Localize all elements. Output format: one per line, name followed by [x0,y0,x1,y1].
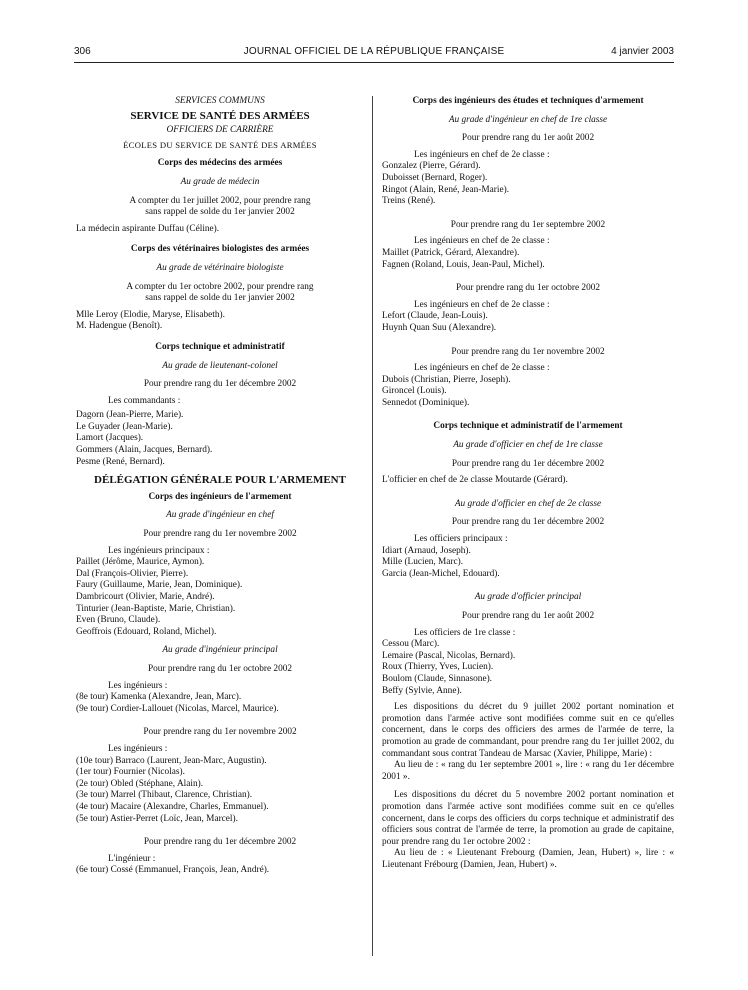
left-column [76,96,364,877]
person-entry: Paillet (Jérôme, Maurice, Aymon). [76,557,205,568]
person-entry: Mille (Lucien, Marc). [382,557,464,568]
person-entry: Beffy (Sylvie, Anne). [382,685,462,696]
corps-heading: Corps technique et administratif de l'armement [433,421,623,432]
column-divider [372,96,373,956]
rank-date-line: Pour prendre rang du 1er décembre 2002 [451,458,605,469]
rank-date-line: Pour prendre rang du 1er novembre 2002 [451,346,605,357]
grade-heading: Au grade d'officier en chef de 1re classe [453,440,603,451]
section-heading: DÉLÉGATION GÉNÉRALE POUR L'ARMEMENT [94,474,346,487]
person-entry: Garcia (Jean-Michel, Edouard). [382,568,500,579]
rank-date-line: Pour prendre rang du 1er décembre 2002 [143,379,297,390]
person-entry: Le Guyader (Jean-Marie). [76,421,173,432]
person-entry: Cessou (Marc). [382,639,440,650]
rank-date-line: Pour prendre rang du 1er novembre 2002 [143,529,297,540]
corps-heading: Corps des ingénieurs de l'armement [148,491,292,502]
person-entry: Boulom (Claude, Sinnasone). [382,673,493,684]
list-label: Les officiers de 1re classe : [414,627,516,638]
rank-date-line: Pour prendre rang du 1er août 2002 [461,611,595,621]
person-entry: Ringot (Alain, René, Jean-Marie). [382,184,510,195]
corps-heading: Corps technique et administratif [155,341,285,352]
person-entry: Sennedot (Dominique). [382,397,470,408]
corps-heading: Corps des ingénieurs des études et techniques d'armement [412,96,644,106]
rank-date-line: Pour prendre rang du 1er août 2002 [461,133,595,144]
grade-heading: Au grade d'ingénieur en chef [166,510,274,521]
page-number: 306 [74,46,91,57]
person-entry: Lefort (Claude, Jean-Louis). [382,311,488,322]
person-entry: Dal (François-Olivier, Pierre). [76,568,189,579]
grade-heading: Au grade de médecin [180,176,260,187]
list-label: Les ingénieurs : [108,743,168,754]
person-entry: (10e tour) Barraco (Laurent, Jean-Marc, Augustin). [76,755,267,766]
rank-date-line: Pour prendre rang du 1er septembre 2002 [450,219,606,230]
person-entry: Duboisset (Bernard, Roger). [382,172,488,183]
person-entry: Dubois (Christian, Pierre, Joseph). [382,374,511,385]
list-label: Les ingénieurs en chef de 2e classe : [414,299,550,310]
rank-date-line: Pour prendre rang du 1er octobre 2002 [147,663,293,674]
page-header [74,46,674,60]
list-label: L'ingénieur : [108,853,156,864]
person-entry: La médecin aspirante Duffau (Céline). [76,223,220,234]
person-entry: Even (Bruno, Claude). [76,615,161,626]
section-heading: SERVICE DE SANTÉ DES ARMÉES [130,109,310,122]
person-entry: Mlle Leroy (Elodie, Maryse, Elisabeth). [76,309,225,320]
person-entry: Lamort (Jacques). [76,433,144,444]
amendment-paragraph: Les dispositions du décret du 5 novembre 2002 portant nomination et promotion dans l'armée active sont modifiées comme suit en ce qu'elles concernent, dans le corps des officiers du corps technique et administratif des officiers sous contrat de l'armée de terre, la promotion au grade de capitaine, pour prendre rang du 1er octobre 2002 : [382,790,674,847]
person-entry: Geoffrois (Edouard, Roland, Michel). [76,626,217,637]
person-entry: (8e tour) Kamenka (Alexandre, Jean, Marc). [76,692,242,703]
person-entry: (6e tour) Cossé (Emmanuel, François, Jean, André). [76,865,270,876]
person-entry: Tinturier (Jean-Baptiste, Marie, Christian). [76,603,236,614]
person-entry: (2e tour) Obled (Stéphane, Alain). [76,778,204,789]
person-entry: (9e tour) Cordier-Lallouet (Nicolas, Marcel, Maurice). [76,703,279,714]
journal-title: JOURNAL OFFICIEL DE LA RÉPUBLIQUE FRANÇAISE [243,46,505,57]
subsection-heading: OFFICIERS DE CARRIÈRE [166,125,274,136]
person-entry: Huynh Quan Suu (Alexandre). [382,322,497,333]
person-entry: Gironcel (Louis). [382,386,447,397]
grade-heading: Au grade de lieutenant-colonel [162,360,278,371]
list-label: Les officiers principaux : [414,534,508,545]
rank-date-line: Pour prendre rang du 1er novembre 2002 [143,727,297,738]
list-label: Les commandants : [108,395,181,406]
amendment-paragraph: Les dispositions du décret du 9 juillet 2002 portant nomination et promotion dans l'armée active sont modifiées comme suit en ce qu'elles concernent, dans le corps des officiers des armes de l'armée de terre, la promotion au grade de commandant, pour prendre rang du 1er juillet 2002, du commandant sous contrat Tandeau de Marsac (Xavier, Philippe, Marie) : [382,702,674,759]
corps-heading: Corps des médecins des armées [157,158,283,169]
rank-date-line: Pour prendre rang du 1er octobre 2002 [455,283,601,294]
person-entry: Maillet (Patrick, Gérard, Alexandre). [382,247,520,258]
grade-heading: Au grade d'officier principal [474,592,582,603]
rank-date-line: A compter du 1er octobre 2002, pour prendre rang [126,281,314,292]
amendment-correction: Au lieu de : « Lieutenant Frebourg (Damien, Jean, Hubert) », lire : « Lieutenant Frébourg (Damien, Jean, Hubert) ». [382,848,674,870]
person-entry: Gommers (Alain, Jacques, Bernard). [76,445,213,456]
grade-heading: Au grade d'officier en chef de 2e classe [454,498,602,509]
rank-date-line: sans rappel de solde du 1er janvier 2002 [145,207,295,218]
issue-date: 4 janvier 2003 [611,46,674,57]
rank-date-line: A compter du 1er juillet 2002, pour prendre rang [129,195,311,206]
person-entry: Idiart (Arnaud, Joseph). [382,545,471,556]
rank-date-line: sans rappel de solde du 1er janvier 2002 [145,293,295,304]
header-rule [74,62,674,63]
person-entry: Dambricourt (Olivier, Marie, André). [76,592,215,602]
person-entry: Faury (Guillaume, Marie, Jean, Dominique). [76,580,243,591]
list-label: Les ingénieurs en chef de 2e classe : [414,236,550,247]
corps-heading: Corps des vétérinaires biologistes des armées [130,244,310,255]
rank-date-line: Pour prendre rang du 1er décembre 2002 [451,517,605,528]
person-entry: L'officier en chef de 2e classe Moutarde (Gérard). [382,475,568,486]
list-label: Les ingénieurs : [108,680,168,691]
person-entry: Lemaire (Pascal, Nicolas, Bernard). [382,650,516,661]
rank-date-line: Pour prendre rang du 1er décembre 2002 [143,837,297,848]
subsection-heading: ÉCOLES DU SERVICE DE SANTÉ DES ARMÉES [123,139,317,150]
person-entry: Fagnen (Roland, Louis, Jean-Paul, Michel). [382,259,545,270]
person-entry: Treins (René). [382,196,436,207]
person-entry: Dagorn (Jean-Pierre, Marie). [76,410,184,421]
amendment-correction: Au lieu de : « rang du 1er septembre 2001 », lire : « rang du 1er décembre 2001 ». [382,760,674,782]
grade-heading: Au grade d'ingénieur en chef de 1re classe [448,114,608,125]
right-column [382,96,674,871]
person-entry: Roux (Thierry, Yves, Lucien). [382,662,494,673]
person-entry: (5e tour) Astier-Perret (Loïc, Jean, Marcel). [76,813,238,824]
list-label: Les ingénieurs principaux : [108,545,210,556]
section-heading: SERVICES COMMUNS [175,96,265,106]
person-entry: M. Hadengue (Benoît). [76,321,163,332]
person-entry: (4e tour) Macaire (Alexandre, Charles, Emmanuel). [76,801,269,812]
grade-heading: Au grade d'ingénieur principal [162,645,278,656]
list-label: Les ingénieurs en chef de 2e classe : [414,363,550,374]
person-entry: (3e tour) Marrel (Thibaut, Clarence, Christian). [76,790,253,801]
person-entry: (1er tour) Fournier (Nicolas). [76,767,185,778]
person-entry: Pesme (René, Bernard). [76,456,165,467]
person-entry: Gonzalez (Pierre, Gérard). [382,161,481,172]
list-label: Les ingénieurs en chef de 2e classe : [414,149,550,160]
grade-heading: Au grade de vétérinaire biologiste [156,262,284,273]
